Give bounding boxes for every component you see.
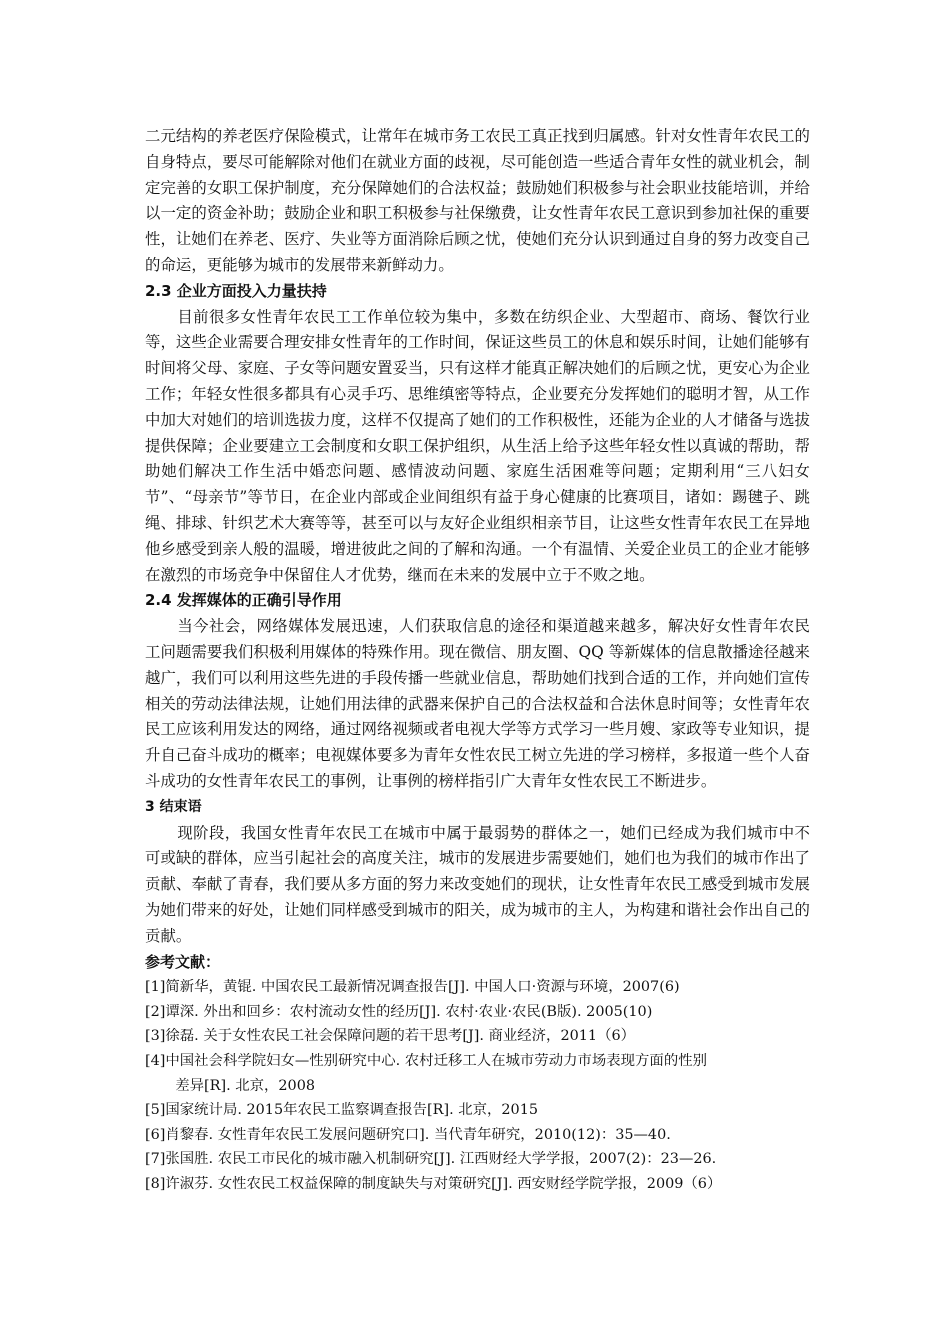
paragraph-intro: 二元结构的养老医疗保险模式，让常年在城市务工农民工真正找到归属感。针对女性青年农民工的自身特点，要尽可能解除对他们在就业方面的歧视，尽可能创造一些适合青年女性的就业机会，制定完善的女职工保护制度，充分保障她们的合法权益；鼓励她们积极参与社会职业技能培训，并给以一定的资金补助；鼓励企业和职工积极参与社保缴费，让女性青年农民工意识到参加社保的重要性，让她们在养老、医疗、失业等方面消除后顾之忧，使她们充分认识到通过自身的努力改变自己的命运，更能够为城市的发展带来新鲜动力。 bbox=[145, 127, 810, 274]
section-heading-2-3: 2.3 企业方面投入力量扶持 bbox=[145, 281, 327, 300]
section-heading-2-4: 2.4 发挥媒体的正确引导作用 bbox=[145, 591, 342, 610]
reference-item: [5]国家统计局. 2015年农民工监察调查报告[R]. 北京，2015 bbox=[145, 1102, 539, 1119]
references-title: 参考文献： bbox=[145, 952, 221, 971]
reference-item: [2]谭深. 外出和回乡：农村流动女性的经历[J]. 农村·农业·农民(B版). 2005(10) bbox=[145, 1003, 653, 1020]
reference-item: [1]简新华，黄锟. 中国农民工最新情况调查报告[J]. 中国人口·资源与环境，2007(6) bbox=[145, 979, 680, 996]
section-heading-3: 3 结束语 bbox=[145, 798, 202, 815]
paragraph-2-3: 目前很多女性青年农民工工作单位较为集中，多数在纺织企业、大型超市、商场、餐饮行业等，这些企业需要合理安排女性青年的工作时间，保证这些员工的休息和娱乐时间，让她们能够有时间将父母、家庭、子女等问题安置妥当，只有这样才能真正解决她们的后顾之忧，更安心为企业工作；年轻女性很多都具有心灵手巧、思维缜密等特点，企业要充分发挥她们的聪明才智，从工作中加大对她们的培训选拔力度，这样不仅提高了她们的工作积极性，还能为企业的人才储备与选拔提供保障；企业要建立工会制度和女职工保护组织，从生活上给予这些年轻女性以真诚的帮助，帮助她们解决工作生活中婚恋问题、感情波动问题、家庭生活困难等问题；定期利用“三八妇女节”、“母亲节”等节日，在企业内部或企业间组织有益于身心健康的比赛项目，诸如：踢毽子、跳绳、排球、针织艺术大赛等等，甚至可以与友好企业组织相亲节目，让这些女性青年农民工在异地他乡感受到亲人般的温暖，增进彼此之间的了解和沟通。一个有温情、关爱企业员工的企业才能够在激烈的市场竞争中保留住人才优势，继而在未来的发展中立于不败之地。 bbox=[145, 307, 810, 584]
document-body bbox=[145, 124, 810, 1197]
reference-item: [4]中国社会科学院妇女—性别研究中心. 农村迁移工人在城市劳动力市场表现方面的性别 bbox=[145, 1053, 707, 1070]
reference-item: [8]许淑芬. 女性农民工权益保障的制度缺失与对策研究[J]. 西安财经学院学报，2009（6） bbox=[145, 1176, 722, 1193]
reference-item: [7]张国胜. 农民工市民化的城市融入机制研究[J]. 江西财经大学学报，2007(2)：23—26. bbox=[145, 1151, 717, 1168]
reference-item-continuation: 差异[R]. 北京，2008 bbox=[175, 1077, 316, 1094]
references-list bbox=[145, 975, 810, 1196]
paragraph-2-4: 当今社会，网络媒体发展迅速，人们获取信息的途径和渠道越来越多，解决好女性青年农民工问题需要我们积极利用媒体的特殊作用。现在微信、朋友圈、QQ 等新媒体的信息散播途径越来越广，我们可以利用这些先进的手段传播一些就业信息，帮助她们找到合适的工作，并向她们宣传相关的劳动法律法规，让她们用法律的武器来保护自己的合法权益和合法休息时间等；女性青年农民工应该利用发达的网络，通过网络视频或者电视大学等方式学习一些月嫂、家政等专业知识，提升自己奋斗成功的概率；电视媒体要多为青年女性农民工树立先进的学习榜样，多报道一些个人奋斗成功的女性青年农民工的事例，让事例的榜样指引广大青年女性农民工不断进步。 bbox=[145, 617, 810, 790]
paragraph-3: 现阶段，我国女性青年农民工在城市中属于最弱势的群体之一，她们已经成为我们城市中不可或缺的群体，应当引起社会的高度关注，城市的发展进步需要她们，她们也为我们的城市作出了贡献、奉献了青春，我们要从多方面的努力来改变她们的现状，让女性青年农民工感受到城市发展为她们带来的好处，让她们同样感受到城市的阳关，成为城市的主人，为构建和谐社会作出自己的贡献。 bbox=[145, 823, 810, 945]
reference-item: [6]肖黎春. 女性青年农民工发展问题研究口]. 当代青年研究，2010(12)：35—40. bbox=[145, 1126, 671, 1143]
reference-item: [3]徐磊. 关于女性农民工社会保障问题的若干思考[J]. 商业经济，2011（6） bbox=[145, 1028, 636, 1045]
